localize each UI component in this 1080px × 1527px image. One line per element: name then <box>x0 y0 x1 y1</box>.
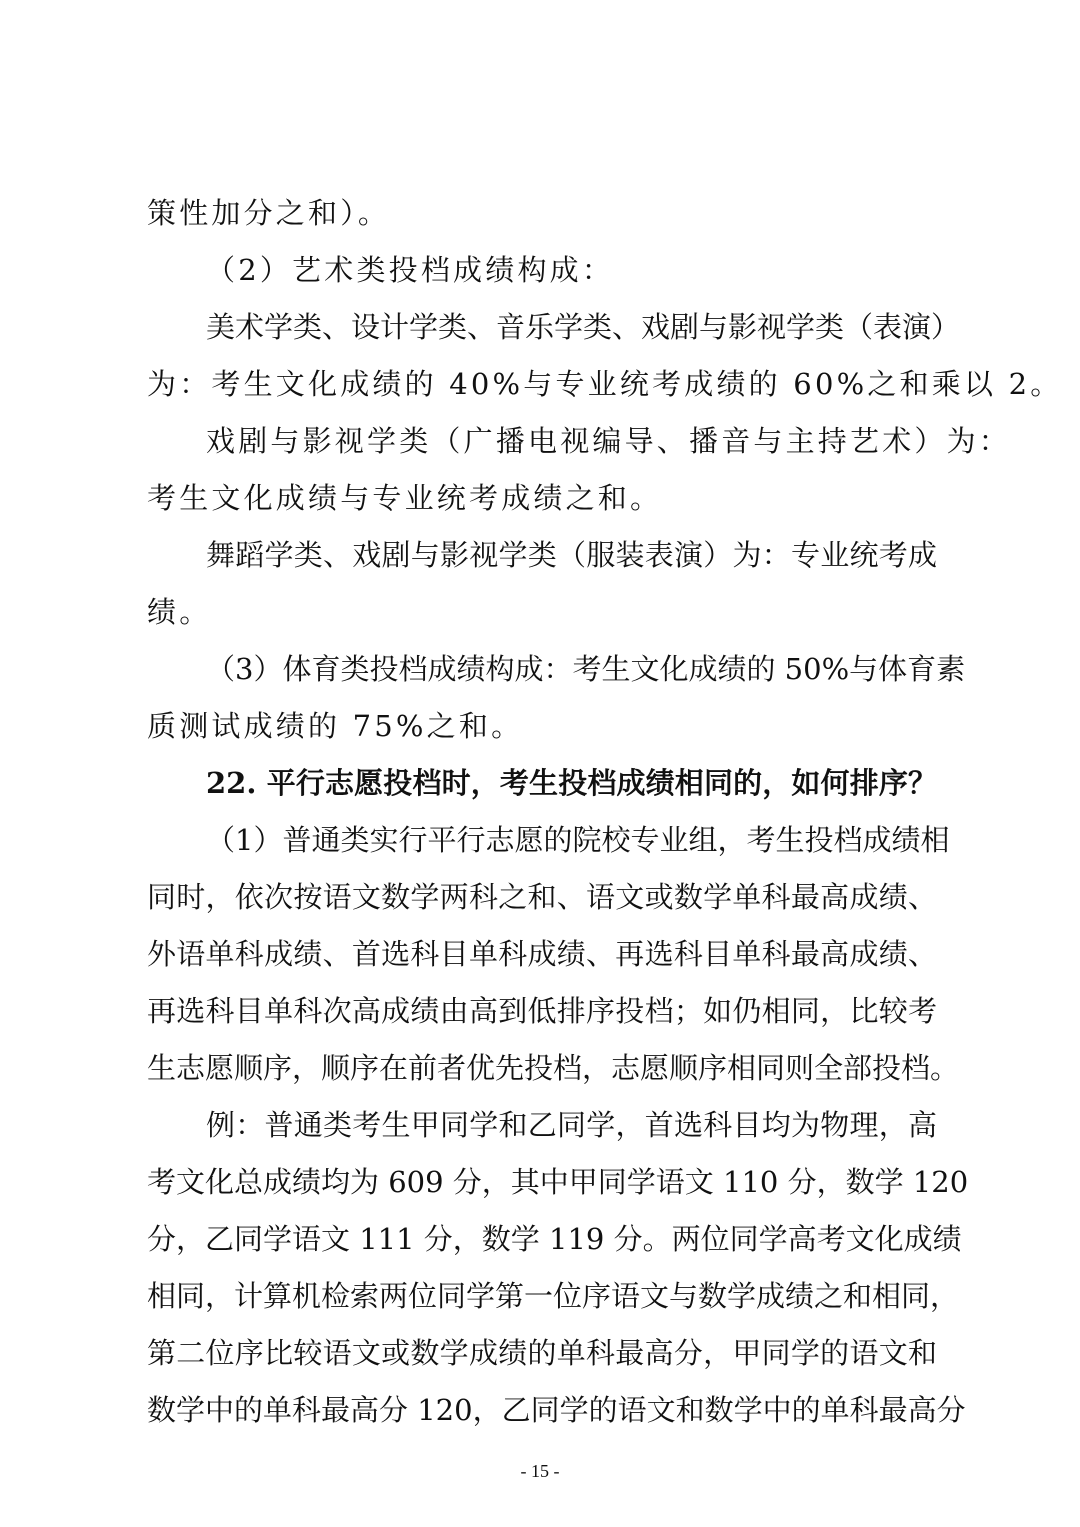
text-line: 戏剧与影视学类（广播电视编导、播音与主持艺术）为： <box>206 424 1012 458</box>
text-line: 策性加分之和）。 <box>147 196 391 230</box>
text-line: 相同，计算机检索两位同学第一位序语文与数学成绩之和相同， <box>147 1279 960 1313</box>
text-line: （3）体育类投档成绩构成：考生文化成绩的 50%与体育素 <box>206 652 966 686</box>
text-line: 数学中的单科最高分 120，乙同学的语文和数学中的单科最高分 <box>147 1393 966 1427</box>
text-line: 考文化总成绩均为 609 分，其中甲同学语文 110 分，数学 120 <box>147 1165 969 1199</box>
text-line: 分，乙同学语文 111 分，数学 119 分。两位同学高考文化成绩 <box>147 1222 962 1256</box>
text-line: 同时，依次按语文数学两科之和、语文或数学单科最高成绩、 <box>147 880 937 914</box>
page-number: - 15 - <box>520 1461 560 1481</box>
text-line: 再选科目单科次高成绩由高到低排序投档；如仍相同，比较考 <box>147 994 937 1028</box>
section-heading: 22. 平行志愿投档时，考生投档成绩相同的，如何排序？ <box>206 766 937 800</box>
text-line: 绩。 <box>147 595 212 629</box>
text-line: 舞蹈学类、戏剧与影视学类（服装表演）为：专业统考成 <box>206 538 937 572</box>
text-line: （2）艺术类投档成绩构成： <box>206 253 615 287</box>
text-line: 第二位序比较语文或数学成绩的单科最高分，甲同学的语文和 <box>147 1336 937 1370</box>
text-line: 例：普通类考生甲同学和乙同学，首选科目均为物理，高 <box>206 1108 937 1142</box>
text-line: 为：考生文化成绩的 40%与专业统考成绩的 60%之和乘以 2。 <box>147 367 1063 401</box>
text-line: 质测试成绩的 75%之和。 <box>147 709 524 743</box>
text-line: （1）普通类实行平行志愿的院校专业组，考生投档成绩相 <box>206 823 950 857</box>
text-line: 外语单科成绩、首选科目单科成绩、再选科目单科最高成绩、 <box>147 937 937 971</box>
text-line: 考生文化成绩与专业统考成绩之和。 <box>147 481 663 515</box>
text-line: 生志愿顺序，顺序在前者优先投档，志愿顺序相同则全部投档。 <box>147 1051 960 1085</box>
text-line: 美术学类、设计学类、音乐学类、戏剧与影视学类（表演） <box>206 310 961 344</box>
